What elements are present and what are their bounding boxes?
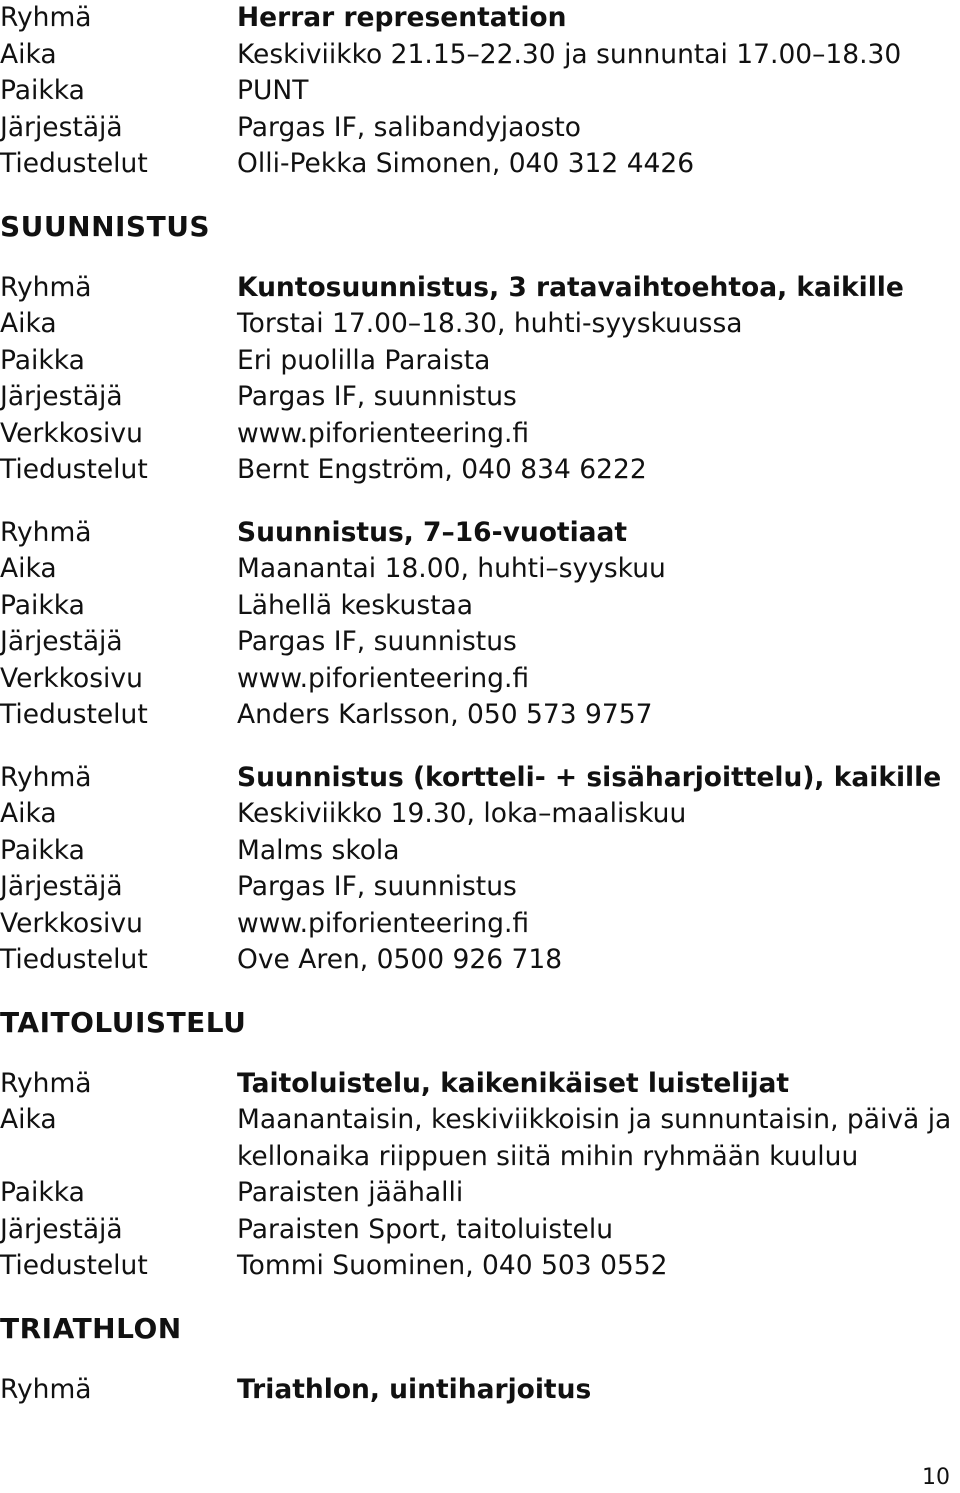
- row-place: [0, 833, 960, 870]
- value-group: Suunnistus, 7–16-vuotiaat: [237, 516, 628, 548]
- value-inquiries: Tommi Suominen, 040 503 0552: [237, 1250, 668, 1281]
- value-inquiries: Bernt Engström, 040 834 6222: [237, 454, 647, 485]
- value-group: Suunnistus (kortteli- + sisäharjoittelu), kaikille: [237, 761, 942, 793]
- value-group: Herrar representation: [237, 2, 567, 33]
- value-organizer: Pargas IF, suunnistus: [237, 381, 517, 412]
- value-time: Torstai 17.00–18.30, huhti-syyskuussa: [237, 308, 743, 339]
- label-place: Paikka: [0, 589, 85, 621]
- value-place: Paraisten jäähalli: [237, 1177, 464, 1208]
- row-place: [0, 343, 960, 380]
- value-time: Keskiviikko 19.30, loka–maaliskuu: [237, 798, 687, 829]
- label-place: Paikka: [0, 1177, 85, 1208]
- value-place: PUNT: [237, 75, 309, 106]
- entry-kuntosuunnistus: [0, 270, 960, 489]
- value-time: Maanantaisin, keskiviikkoisin ja sunnuntaisin, päivä ja kellonaika riippuen siitä mihin ryhmään kuuluu: [237, 1104, 952, 1172]
- row-place: [0, 588, 960, 625]
- value-organizer: Paraisten Sport, taitoluistelu: [237, 1213, 614, 1245]
- value-website: www.piforienteering.fi: [237, 907, 530, 939]
- label-group: Ryhmä: [0, 271, 92, 303]
- row-group: [0, 1066, 960, 1103]
- value-website: www.piforienteering.fi: [237, 417, 530, 449]
- value-place: Lähellä keskustaa: [237, 589, 474, 621]
- row-group: [0, 760, 960, 797]
- label-group: Ryhmä: [0, 761, 92, 793]
- row-organizer: [0, 869, 960, 906]
- row-group: [0, 1372, 960, 1409]
- value-time: Keskiviikko 21.15–22.30 ja sunnuntai 17.00–18.30: [237, 38, 902, 70]
- row-organizer: [0, 110, 960, 147]
- value-inquiries: Anders Karlsson, 050 573 9757: [237, 699, 653, 730]
- label-organizer: Järjestäjä: [0, 626, 123, 657]
- value-inquiries: Ove Aren, 0500 926 718: [237, 944, 563, 975]
- value-organizer: Pargas IF, suunnistus: [237, 626, 517, 657]
- label-group: Ryhmä: [0, 1067, 92, 1099]
- label-place: Paikka: [0, 344, 85, 376]
- entry-suunnistus-kortteli: [0, 760, 960, 979]
- row-time: [0, 306, 960, 343]
- value-place: Malms skola: [237, 834, 400, 866]
- label-time: Aika: [0, 798, 57, 829]
- label-inquiries: Tiedustelut: [0, 1250, 148, 1281]
- value-group: Taitoluistelu, kaikenikäiset luistelijat: [237, 1067, 790, 1099]
- page-number: 10: [922, 1465, 950, 1490]
- row-group: [0, 515, 960, 552]
- value-time: Maanantai 18.00, huhti–syyskuu: [237, 553, 666, 584]
- value-organizer: Pargas IF, salibandyjaosto: [237, 111, 582, 143]
- row-inquiries: [0, 942, 960, 979]
- entry-herrar: [0, 0, 960, 183]
- row-organizer: [0, 624, 960, 661]
- label-time: Aika: [0, 38, 57, 70]
- label-organizer: Järjestäjä: [0, 871, 123, 902]
- row-group: [0, 270, 960, 307]
- label-time: Aika: [0, 1104, 57, 1135]
- row-inquiries: [0, 697, 960, 734]
- value-organizer: Pargas IF, suunnistus: [237, 871, 517, 902]
- row-inquiries: [0, 146, 960, 183]
- row-website: [0, 661, 960, 698]
- label-website: Verkkosivu: [0, 662, 143, 694]
- value-inquiries: Olli-Pekka Simonen, 040 312 4426: [237, 148, 695, 179]
- section-title-suunnistus: SUUNNISTUS: [0, 209, 211, 243]
- row-website: [0, 906, 960, 943]
- row-inquiries: [0, 1248, 960, 1285]
- value-website: www.piforienteering.fi: [237, 662, 530, 694]
- label-organizer: Järjestäjä: [0, 1213, 123, 1245]
- label-place: Paikka: [0, 834, 85, 866]
- row-inquiries: [0, 452, 960, 489]
- row-organizer: [0, 379, 960, 416]
- label-organizer: Järjestäjä: [0, 111, 123, 143]
- row-time: [0, 1102, 960, 1175]
- row-time: [0, 796, 960, 833]
- row-organizer: [0, 1212, 960, 1249]
- row-time: [0, 551, 960, 588]
- label-group: Ryhmä: [0, 2, 92, 33]
- value-place: Eri puolilla Paraista: [237, 344, 491, 376]
- label-inquiries: Tiedustelut: [0, 148, 148, 179]
- label-group: Ryhmä: [0, 1373, 92, 1405]
- entry-taitoluistelu: [0, 1066, 960, 1285]
- label-inquiries: Tiedustelut: [0, 699, 148, 730]
- label-group: Ryhmä: [0, 516, 92, 548]
- label-time: Aika: [0, 308, 57, 339]
- section-title-taitoluistelu: TAITOLUISTELU: [0, 1005, 247, 1039]
- entry-suunnistus-nuoret: [0, 515, 960, 734]
- label-website: Verkkosivu: [0, 417, 143, 449]
- label-website: Verkkosivu: [0, 907, 143, 939]
- label-time: Aika: [0, 553, 57, 584]
- row-website: [0, 416, 960, 453]
- value-group: Kuntosuunnistus, 3 ratavaihtoehtoa, kaikille: [237, 271, 904, 303]
- row-group: [0, 0, 960, 37]
- label-place: Paikka: [0, 75, 85, 106]
- label-organizer: Järjestäjä: [0, 381, 123, 412]
- row-place: [0, 1175, 960, 1212]
- label-inquiries: Tiedustelut: [0, 944, 148, 975]
- row-place: [0, 73, 960, 110]
- entry-triathlon: [0, 1372, 960, 1409]
- section-title-triathlon: TRIATHLON: [0, 1311, 182, 1345]
- value-group: Triathlon, uintiharjoitus: [237, 1373, 592, 1405]
- label-inquiries: Tiedustelut: [0, 454, 148, 485]
- row-time: [0, 37, 960, 74]
